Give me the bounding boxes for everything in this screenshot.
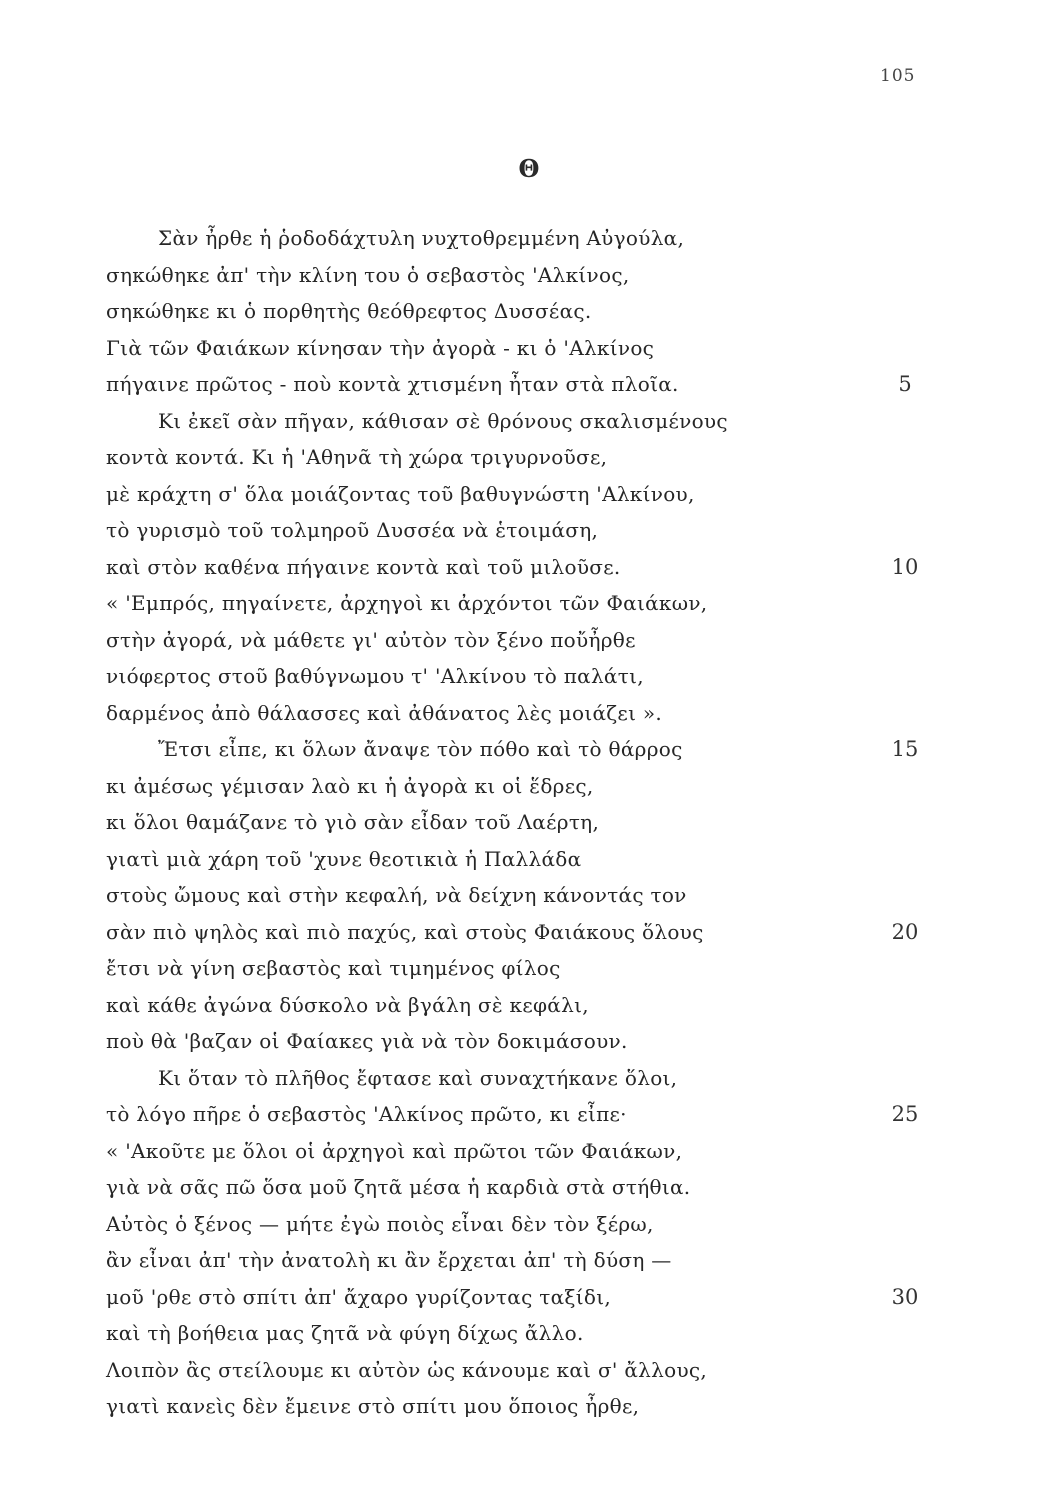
line-text: στὴν ἀγορά, νὰ μάθετε γι' αὐτὸν τὸν ξένο ποὔἦρθε <box>106 627 636 652</box>
line-text: Αὐτὸς ὁ ξένος — μήτε ἐγὼ ποιὸς εἶναι δὲν τὸν ξέρω, <box>106 1211 654 1236</box>
poem-line <box>0 220 1058 257</box>
line-text: μοῦ 'ρθε στὸ σπίτι ἀπ' ἄχαρο γυρίζοντας ταξίδι, <box>106 1284 612 1309</box>
poem-body <box>0 220 1058 1425</box>
line-text: καὶ τὴ βοήθεια μας ζητᾶ νὰ φύγη δίχως ἄλλο. <box>106 1321 584 1345</box>
line-text: Κι ὅταν τὸ πλῆθος ἔφτασε καὶ συναχτήκανε ὅλοι, <box>158 1065 678 1090</box>
poem-line <box>0 1279 1058 1316</box>
poem-line <box>0 1133 1058 1170</box>
line-number: 20 <box>891 919 919 944</box>
poem-line <box>0 877 1058 914</box>
poem-line <box>0 987 1058 1024</box>
line-text: Κι ἐκεῖ σὰν πῆγαν, κάθισαν σὲ θρόνους σκαλισμένους <box>158 408 728 433</box>
line-text: μὲ κράχτη σ' ὅλα μοιάζοντας τοῦ βαθυγνώστη 'Αλκίνου, <box>106 481 695 506</box>
poem-line <box>0 914 1058 951</box>
poem-line <box>0 1060 1058 1097</box>
line-text: Ἔτσι εἶπε, κι ὅλων ἄναψε τὸν πόθο καὶ τὸ θάρρος <box>158 737 683 761</box>
line-text: καὶ κάθε ἀγώνα δύσκολο νὰ βγάλη σὲ κεφάλι, <box>106 992 589 1017</box>
line-number: 15 <box>891 737 919 761</box>
poem-line <box>0 1315 1058 1352</box>
line-text: στοὺς ὤμους καὶ στὴν κεφαλή, νὰ δείχνη κάνοντάς τον <box>106 883 687 907</box>
poem-line <box>0 1352 1058 1389</box>
line-number: 5 <box>898 372 912 396</box>
poem-line <box>0 622 1058 659</box>
poem-line <box>0 658 1058 695</box>
poem-line <box>0 330 1058 367</box>
poem-line <box>0 1096 1058 1133</box>
line-text: « 'Εμπρός, πηγαίνετε, ἀρχηγοὶ κι ἀρχόντοι τῶν Φαιάκων, <box>106 591 708 615</box>
line-text: γιατὶ μιὰ χάρη τοῦ 'χυνε θεοτικιὰ ἡ Παλλάδα <box>106 846 582 871</box>
line-text: Λοιπὸν ἂς στείλουμε κι αὐτὸν ὡς κάνουμε καὶ σ' ἄλλους, <box>106 1357 708 1382</box>
poem-line <box>0 731 1058 768</box>
line-text: « 'Ακοῦτε με ὅλοι οἱ ἀρχηγοὶ καὶ πρῶτοι τῶν Φαιάκων, <box>106 1138 683 1163</box>
line-text: σηκώθηκε ἀπ' τὴν κλίνη του ὁ σεβαστὸς 'Αλκίνος, <box>106 262 630 287</box>
poem-line <box>0 1388 1058 1425</box>
line-text: Γιὰ τῶν Φαιάκων κίνησαν τὴν ἀγορὰ - κι ὁ 'Αλκίνος <box>106 335 655 360</box>
line-number: 30 <box>891 1284 919 1309</box>
line-text: σηκώθηκε κι ὁ πορθητὴς θεόθρεφτος Δυσσέας. <box>106 299 592 323</box>
line-text: Σὰν ἦρθε ἡ ῥοδοδάχτυλη νυχτοθρεμμένη Αὐγούλα, <box>158 226 685 250</box>
poem-line <box>0 366 1058 403</box>
line-text: πήγαινε πρῶτος - ποὺ κοντὰ χτισμένη ἦταν στὰ πλοῖα. <box>106 372 679 396</box>
poem-line <box>0 403 1058 440</box>
poem-line <box>0 1169 1058 1206</box>
line-text: γιατὶ κανεὶς δὲν ἔμεινε στὸ σπίτι μου ὅποιος ἦρθε, <box>106 1394 640 1418</box>
line-text: τὸ λόγο πῆρε ὁ σεβαστὸς 'Αλκίνος πρῶτο, κι εἶπε· <box>106 1102 627 1126</box>
poem-line <box>0 695 1058 732</box>
line-number: 25 <box>891 1102 919 1126</box>
line-text: γιὰ νὰ σᾶς πῶ ὅσα μοῦ ζητᾶ μέσα ἡ καρδιὰ στὰ στήθια. <box>106 1175 691 1199</box>
poem-line <box>0 1023 1058 1060</box>
line-text: ἂν εἶναι ἀπ' τὴν ἀνατολὴ κι ἂν ἔρχεται ἀπ' τὴ δύση — <box>106 1248 672 1272</box>
line-text: κι ἀμέσως γέμισαν λαὸ κι ἡ ἀγορὰ κι οἱ ἕδρες, <box>106 773 594 798</box>
book-title: Θ <box>518 154 540 183</box>
poem-line <box>0 257 1058 294</box>
poem-line <box>0 293 1058 330</box>
poem-line <box>0 768 1058 805</box>
line-text: ποὺ θὰ 'βαζαν οἱ Φαίακες γιὰ νὰ τὸν δοκιμάσουν. <box>106 1029 628 1053</box>
page-number: 105 <box>880 66 916 86</box>
poem-line <box>0 1206 1058 1243</box>
poem-line <box>0 1242 1058 1279</box>
line-text: νιόφερτος στοῦ βαθύγνωμου τ' 'Αλκίνου τὸ παλάτι, <box>106 664 644 688</box>
poem-line <box>0 585 1058 622</box>
poem-line <box>0 512 1058 549</box>
line-text: ἔτσι νὰ γίνη σεβαστὸς καὶ τιμημένος φίλος <box>106 956 561 980</box>
line-text: δαρμένος ἀπὸ θάλασσες καὶ ἀθάνατος λὲς μοιάζει ». <box>106 700 663 725</box>
line-text: σὰν πιὸ ψηλὸς καὶ πιὸ παχύς, καὶ στοὺς Φαιάκους ὅλους <box>106 919 704 944</box>
poem-line <box>0 950 1058 987</box>
poem-line <box>0 804 1058 841</box>
line-text: κοντὰ κοντά. Κι ἡ 'Αθηνᾶ τὴ χώρα τριγυρνοῦσε, <box>106 445 608 469</box>
poem-line <box>0 549 1058 586</box>
line-text: τὸ γυρισμὸ τοῦ τολμηροῦ Δυσσέα νὰ ἑτοιμάση, <box>106 518 599 542</box>
line-text: καὶ στὸν καθένα πήγαινε κοντὰ καὶ τοῦ μιλοῦσε. <box>106 554 621 579</box>
line-text: κι ὅλοι θαμάζανε τὸ γιὸ σὰν εἶδαν τοῦ Λαέρτη, <box>106 810 600 834</box>
poem-line <box>0 476 1058 513</box>
poem-line <box>0 841 1058 878</box>
line-number: 10 <box>891 554 919 579</box>
poem-line <box>0 439 1058 476</box>
